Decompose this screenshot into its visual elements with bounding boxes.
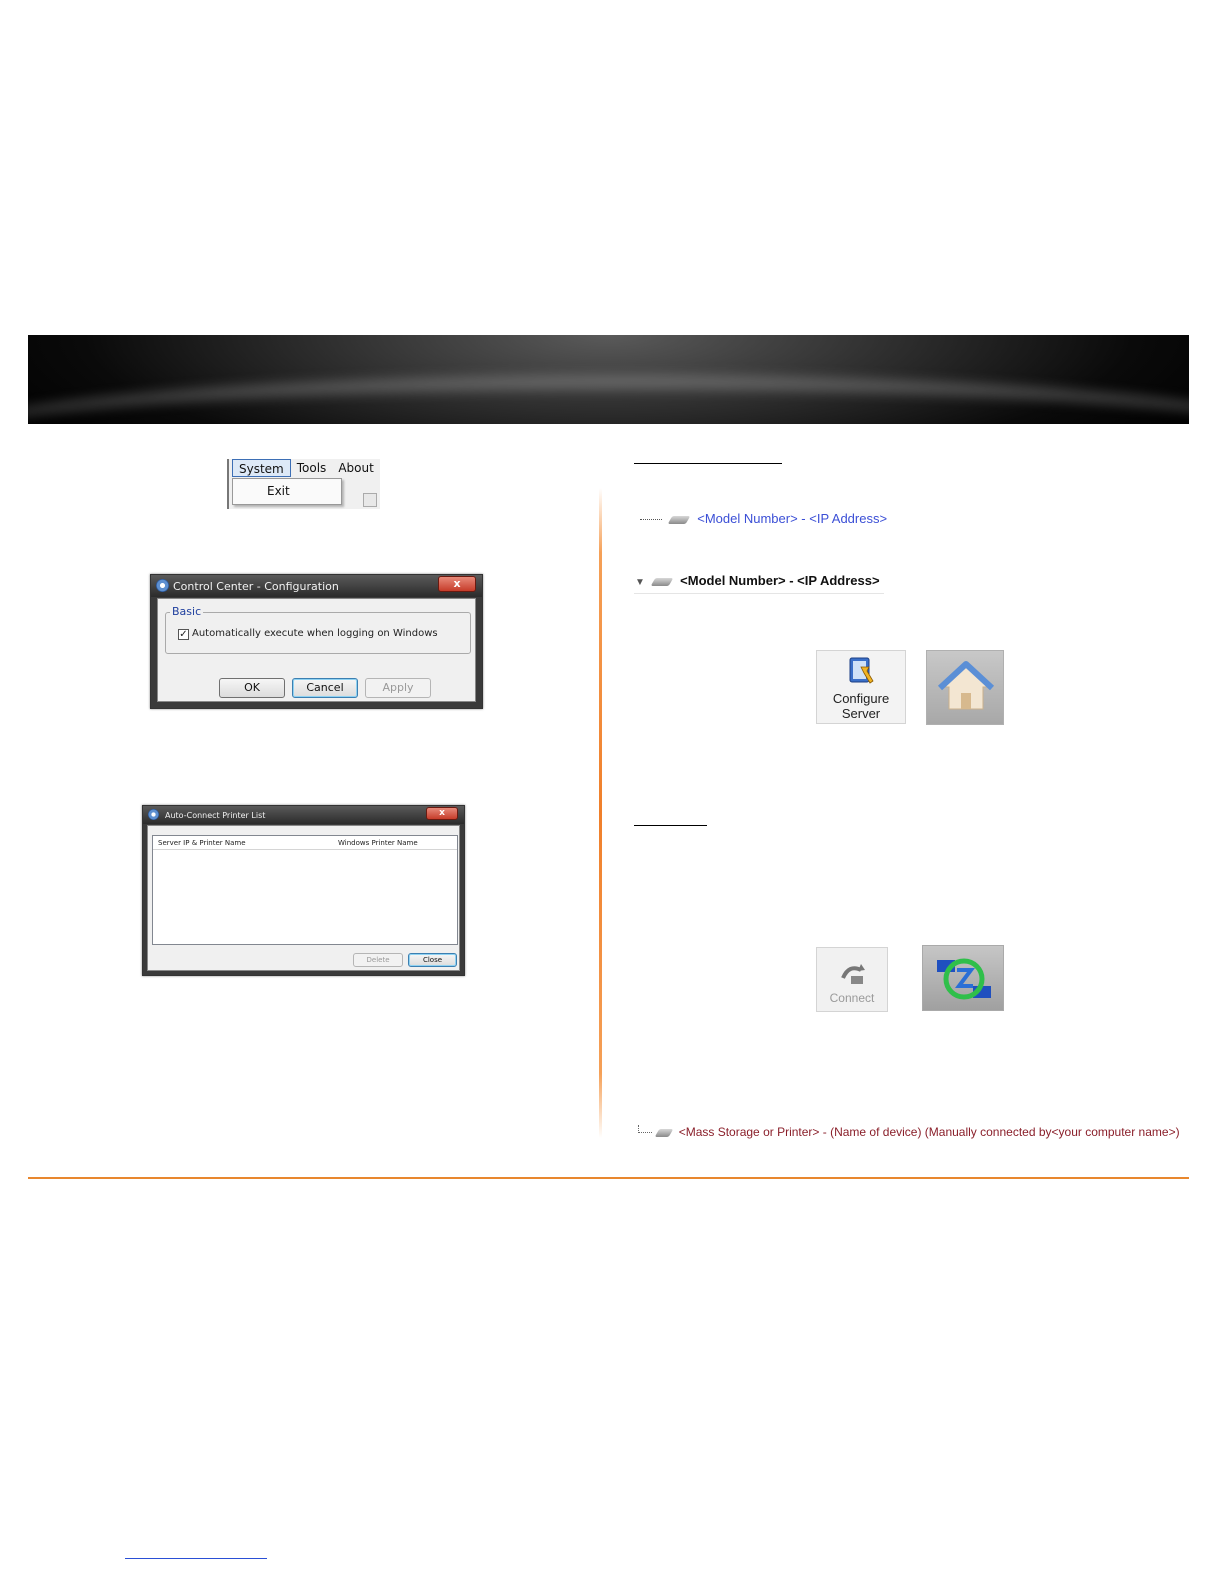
section-heading-underline: [634, 825, 707, 826]
footer-rule: [28, 1177, 1189, 1179]
configure-server-label: Configure Server: [832, 691, 890, 721]
delete-button[interactable]: Delete: [353, 953, 403, 967]
system-menu-screenshot: [227, 459, 380, 509]
menu-bar: [229, 459, 380, 477]
expand-arrow-icon[interactable]: ▼: [635, 577, 645, 588]
close-icon[interactable]: x: [426, 807, 458, 820]
config-dialog-title: Control Center - Configuration: [173, 579, 339, 593]
home-button[interactable]: [926, 650, 1004, 725]
autostart-label: Automatically execute when logging on Windows: [192, 628, 438, 639]
menu-system[interactable]: System: [232, 459, 291, 477]
menu-tools[interactable]: Tools: [296, 461, 327, 475]
tree-item-device[interactable]: [640, 511, 887, 526]
connect-label: Connect: [829, 991, 875, 1005]
printer-dialog-body: [147, 825, 460, 971]
apply-button[interactable]: Apply: [365, 678, 431, 698]
tree-item-label: <Model Number> - <IP Address>: [697, 511, 888, 526]
ok-button[interactable]: OK: [219, 678, 285, 698]
autostart-checkbox[interactable]: ✓: [179, 629, 188, 640]
close-button[interactable]: Close: [408, 953, 457, 967]
auto-connect-icon: [931, 950, 997, 1008]
printer-list-dialog: [142, 805, 465, 976]
column-divider: [599, 488, 602, 1138]
basic-group-label: Basic: [172, 605, 202, 618]
device-icon: [655, 1129, 674, 1137]
tree-item-manual-connection[interactable]: [638, 1125, 1180, 1139]
home-icon: [937, 659, 995, 717]
column-server-ip[interactable]: Server IP & Printer Name: [158, 839, 246, 847]
toolbar-icon: [363, 493, 377, 507]
tree-item-label: <Model Number> - <IP Address>: [680, 573, 880, 588]
app-logo-icon: [156, 579, 169, 592]
app-logo-icon: [148, 809, 159, 820]
config-dialog: [150, 574, 483, 709]
tree-connector: [640, 519, 662, 520]
device-icon: [667, 516, 690, 524]
config-dialog-titlebar: [151, 575, 482, 597]
configure-server-button[interactable]: [816, 650, 906, 724]
selection-underline: [634, 593, 884, 594]
connect-icon: [839, 958, 867, 988]
menu-item-exit[interactable]: Exit: [267, 484, 290, 498]
column-windows-printer[interactable]: Windows Printer Name: [338, 839, 418, 847]
connect-button[interactable]: [816, 947, 888, 1012]
config-dialog-body: [157, 598, 476, 702]
tree-item-label: <Mass Storage or Printer> - (Name of device) (Manually connected by<your computer name>): [678, 1125, 1180, 1139]
basic-group: [165, 605, 471, 654]
tree-connector: [638, 1125, 652, 1133]
cancel-button[interactable]: Cancel: [292, 678, 358, 698]
close-icon[interactable]: x: [438, 576, 476, 592]
printer-dialog-title: Auto-Connect Printer List: [165, 810, 266, 820]
printer-list-header: [153, 836, 457, 850]
device-icon: [650, 578, 673, 586]
system-dropdown: [232, 478, 342, 505]
configure-server-icon: [847, 655, 877, 687]
tree-item-device-expanded[interactable]: [635, 573, 880, 588]
header-banner: [28, 335, 1189, 424]
printer-dialog-titlebar: [143, 806, 464, 824]
section-heading-underline: [634, 463, 782, 464]
footer-link-underline[interactable]: [125, 1558, 267, 1559]
menu-about[interactable]: About: [338, 461, 374, 475]
printer-list[interactable]: [152, 835, 458, 945]
auto-connect-button[interactable]: [922, 945, 1004, 1011]
